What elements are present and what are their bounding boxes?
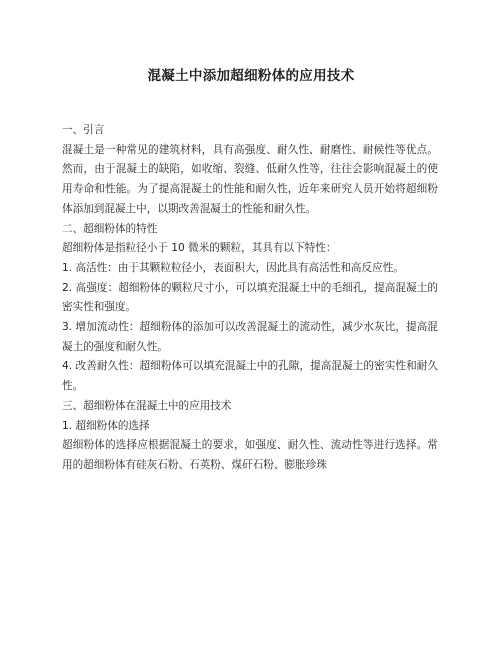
paragraph-selection: 超细粉体的选择应根据混凝土的要求，如强度、耐久性、流动性等进行选择。常用的超细粉体有硅灰石粉、石英粉、煤矸石粉、膨胀珍珠 [62,439,438,471]
subheading-selection: 1. 超细粉体的选择 [62,419,150,432]
document-body [62,121,438,476]
paragraph-properties-intro: 超细粉体是指粒径小于 10 微米的颗粒，其具有以下特性： [62,242,337,255]
document-title: 混凝土中添加超细粉体的应用技术 [147,68,355,84]
list-item-high-strength: 2. 高强度：超细粉体的颗粒尺寸小，可以填充混凝土中的毛细孔，提高混凝土的密实性和强度。 [62,281,438,314]
list-item-high-activity: 1. 高活性：由于其颗粒粒径小，表面积大，因此具有高活性和高反应性。 [62,261,404,274]
section-heading-introduction: 一、引言 [62,124,105,136]
section-heading-application: 三、超细粉体在混凝土中的应用技术 [62,399,232,412]
list-item-flowability: 3. 增加流动性：超细粉体的添加可以改善混凝土的流动性，减少水灰比，提高混凝土的强度和耐久性。 [62,321,438,353]
paragraph-introduction: 混凝土是一种常见的建筑材料，具有高强度、耐久性、耐磨性、耐候性等优点。然而，由于混凝土的缺陷，如收缩、裂缝、低耐久性等，往往会影响混凝土的使用寿命和性能。为了提高混凝土的性能和耐久性，近年来研究人员开始将超细粉体添加到混凝土中，以期改善混凝土的性能和耐久性。 [62,143,438,215]
list-item-durability: 4. 改善耐久性：超细粉体可以填充混凝土中的孔隙，提高混凝土的密实性和耐久性。 [62,360,438,393]
section-heading-properties: 二、超细粉体的特性 [62,222,158,235]
